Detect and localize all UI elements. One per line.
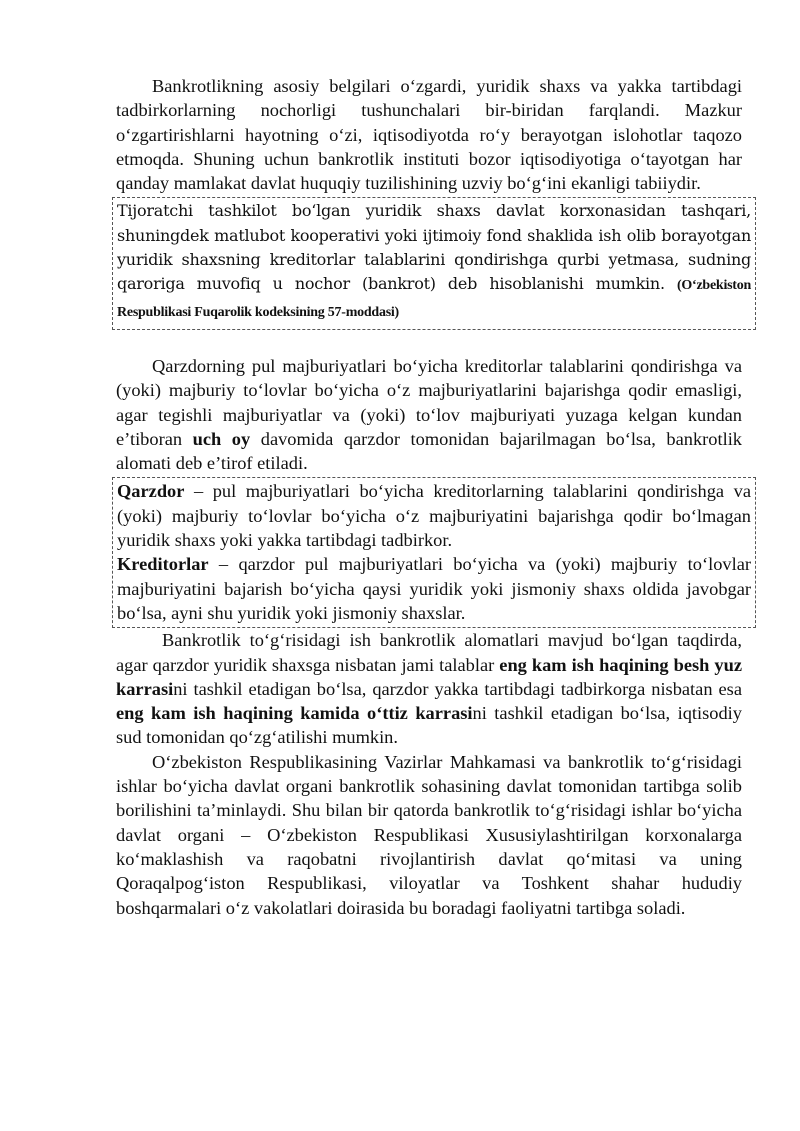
- paragraph-spacer: [116, 330, 742, 354]
- paragraph-text: davomida qarzdor tomonidan bajarilmagan bo‘lsa, bankrotlik alomati deb e’tirof etiladi.: [116, 428, 742, 474]
- emphasis-three-months: uch oy: [192, 428, 251, 449]
- legal-definition-text: [117, 199, 751, 324]
- paragraph-text: ni tashkil etadigan bo‘lsa, qarzdor yakka tartibdagi tadbirkorga nisbatan esa: [173, 678, 742, 699]
- paragraph-bankruptcy-case: [116, 628, 742, 749]
- definition-debtor: [117, 479, 751, 552]
- paragraph-text: ni tashkil etadigan bo‘lsa, iqtisodiy sud tomonidan qo‘zg‘atilishi mumkin.: [116, 703, 742, 748]
- creditors-definition-text: – qarzdor pul majburiyatlari bo‘yicha va (yoki) majburiy to‘lovlar majburiyatini bajarish bo‘yicha qaysi yuridik yoki jismoniy shaxs oldida javobgar bo‘lsa, ayni shu yuridik yoki jismoniy shaxslar.: [117, 554, 751, 623]
- civil-code-citation: (O‘zbekiston Respublikasi Fuqarolik kodeksining 57-moddasi): [117, 278, 751, 320]
- paragraph-text: Bankrotlik to‘g‘risidagi ish bankrotlik alomatlari mavjud bo‘lgan taqdirda, agar qarzdor yuridik shaxsga nisbatan jami talablar: [116, 630, 742, 675]
- paragraph-debtor-obligations: [116, 354, 742, 475]
- terms-definition-box: [112, 477, 756, 628]
- definition-creditors: [117, 552, 751, 625]
- debtor-definition-text: – pul majburiyatlari bo‘yicha kreditorlarning talablarini qondirishga va (yoki) majburiy to‘lovlar bo‘yicha o‘z majburiyatini bajarishga qodir bo‘lmagan yuridik shaxs yoki yakka tartibdagi tadbirkor.: [117, 481, 751, 551]
- emphasis-thirty: eng kam ish haqining kamida o‘ttiz karrasi: [116, 703, 473, 724]
- paragraph-state-regulation: O‘zbekiston Respublikasining Vazirlar Mahkamasi va bankrotlik to‘g‘risidagi ishlar bo‘yicha davlat organi bankrotlik sohasining davlat tomonidan tartibga solib borilishini ta’minlaydi. Shu bilan bir qatorda bankrotlik to‘g‘risidagi ishlar bo‘yicha davlat organi – O‘zbekiston Respublikasi Xususiylashtirilgan korxonalarga ko‘maklashish va raqobatni rivojlantirish davlat qo‘mitasi va uning Qoraqalpog‘iston Respublikasi, viloyatlar va Toshkent shahar hududiy boshqarmalari o‘z vakolatlari doirasida bu boradagi faoliyatni tartibga soladi.: [116, 751, 742, 918]
- paragraph-bankruptcy-signs: Bankrotlikning asosiy belgilari o‘zgardi, yuridik shaxs va yakka tartibdagi tadbirkorlarning nochorligi tushunchalari bir-biridan farqlandi. Mazkur o‘zgartirishlarni hayotning o‘zi, iqtisodiyotda ro‘y berayotgan islohotlar taqozo etmoqda. Shuning uchun bankrotlik instituti bozor iqtisodiyotiga o‘tayotgan har qanday mamlakat davlat huquqiy tuzilishining uzviy bo‘g‘ini ekanligi tabiiydir.: [116, 76, 742, 194]
- paragraph-text: Qarzdorning pul majburiyatlari bo‘yicha kreditorlar talablarini qondirishga va (yoki) majburiy to‘lovlar bo‘yicha o‘z majburiyatlarini bajarishga qodir emasligi, agar tegishli majburiyatlar va (yoki) to‘lov majburiyati yuzaga kelgan kundan e’tiboran: [116, 355, 742, 449]
- term-debtor: Qarzdor: [117, 481, 185, 502]
- legal-definition-box: [112, 197, 756, 329]
- definition-text: Tijoratchi tashkilot bo‘lgan yuridik shaxs davlat korxonasidan tashqari, shuningdek matlubot kooperativi yoki ijtimoiy fond shaklida ish olib borayotgan yuridik shaxsning kreditorlar talablarini qondirishga qurbi yetmasa, sudning qaroriga muvofiq u nochor (bankrot) deb hisoblanishi mumkin.: [117, 201, 751, 294]
- document-page: [116, 74, 751, 920]
- emphasis-five-hundred: eng kam ish haqining besh yuz karrasi: [116, 654, 742, 699]
- term-creditors: Kreditorlar: [117, 554, 209, 575]
